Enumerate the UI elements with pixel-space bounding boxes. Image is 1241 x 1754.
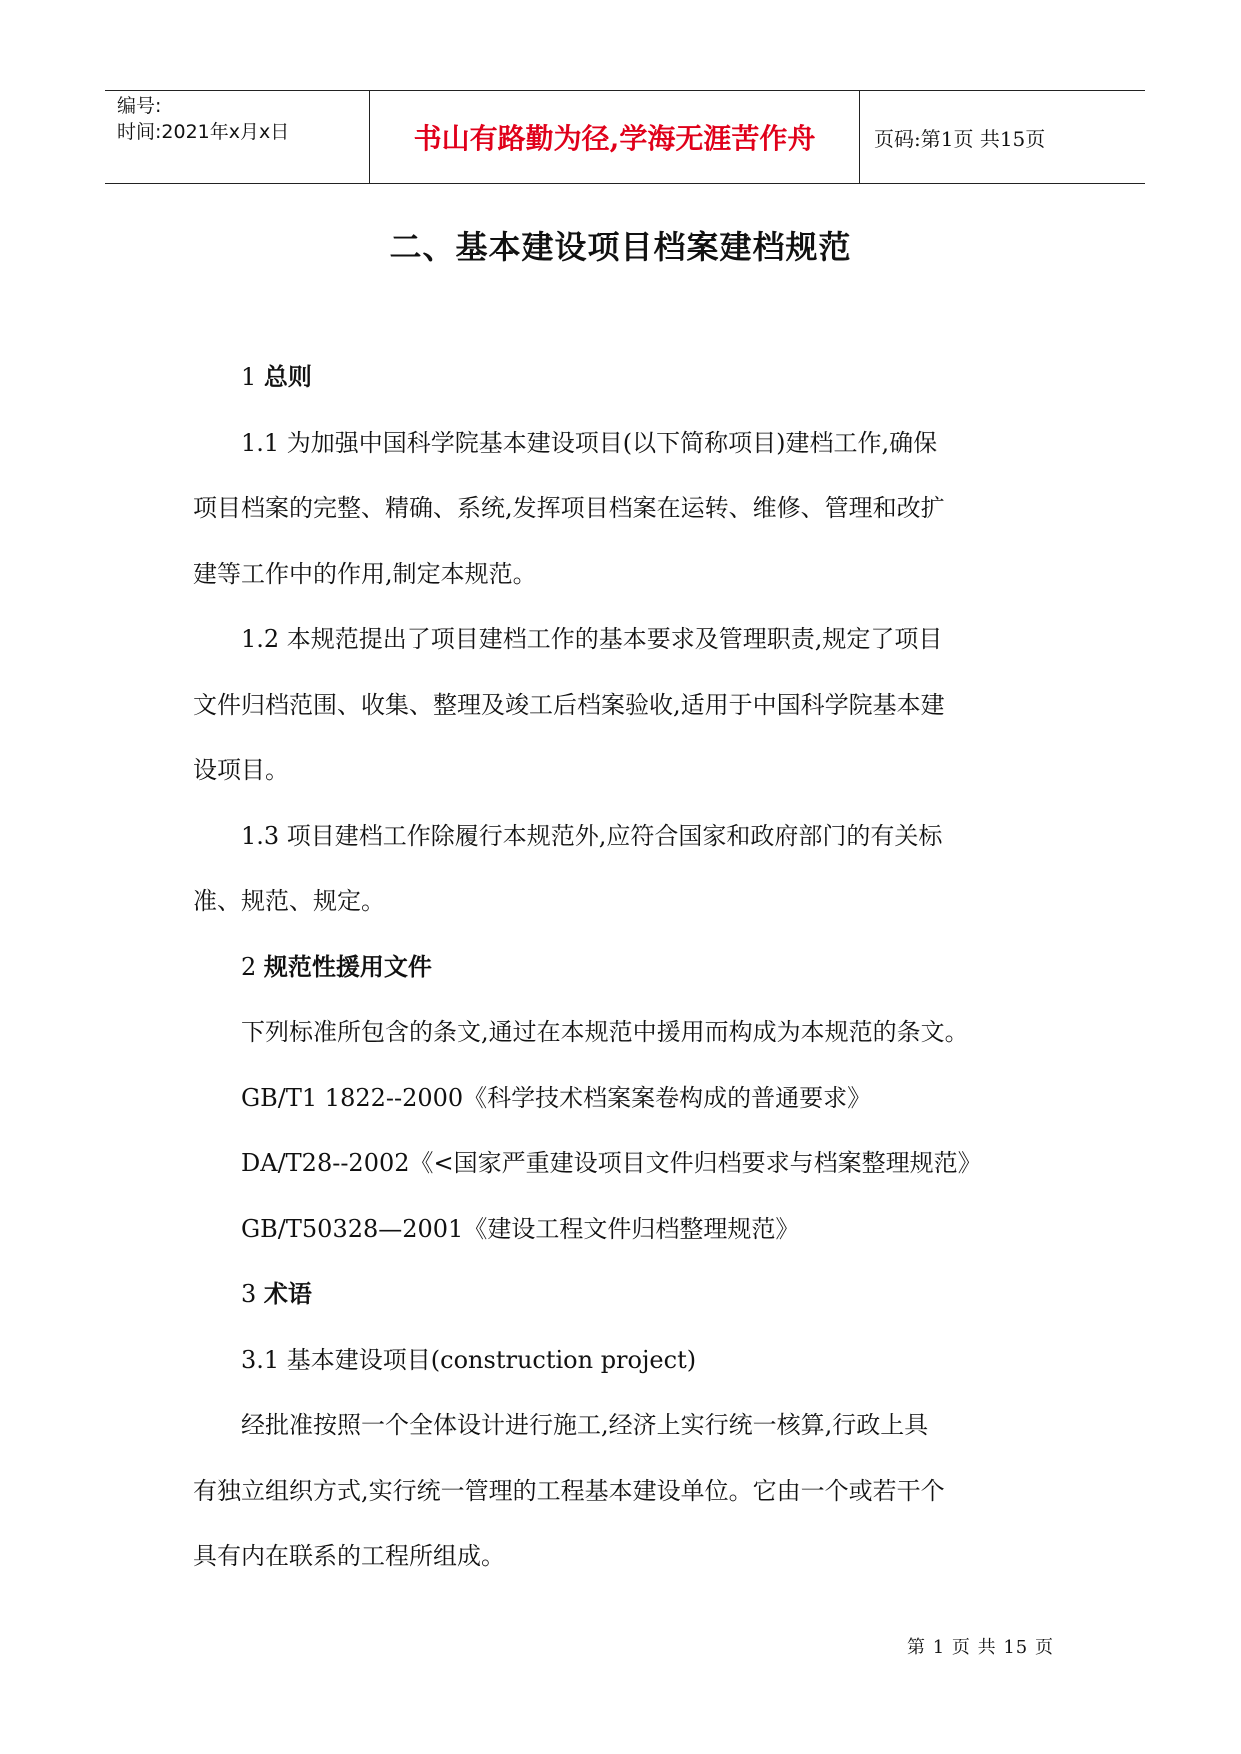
section-title: 规范性援用文件 xyxy=(263,952,432,981)
reference-item: GB/T50328—2001《建设工程文件归档整理规范》 xyxy=(241,1214,800,1243)
section-title: 总则 xyxy=(263,363,312,391)
paragraph-line: 1.2 本规范提出了项目建档工作的基本要求及管理职责,规定了项目 xyxy=(241,625,943,653)
page-info-text: 页码:第1页 共15页 xyxy=(874,126,1046,151)
header-page-info xyxy=(860,91,1145,183)
paragraph-line: 准、规范、规定。 xyxy=(193,887,385,915)
number-label: 编号: xyxy=(117,95,162,117)
paragraph-line: 设项目。 xyxy=(193,756,289,784)
document-title: 二、基本建设项目档案建档规范 xyxy=(389,228,852,266)
header-meta xyxy=(105,91,370,183)
paragraph-line: 1.1 为加强中国科学院基本建设项目(以下简称项目)建档工作,确保 xyxy=(241,428,938,457)
paragraph-line: 有独立组织方式,实行统一管理的工程基本建设单位。它由一个或若干个 xyxy=(193,1476,945,1505)
paragraph-line: 下列标准所包含的条文,通过在本规范中援用而构成为本规范的条文。 xyxy=(241,1018,969,1046)
paragraph-line: 文件归档范围、收集、整理及竣工后档案验收,适用于中国科学院基本建 xyxy=(193,690,945,719)
time-label: 时间:2021年x月x日 xyxy=(117,121,290,143)
section-heading-2 xyxy=(193,935,1059,1001)
page-footer: 第 1 页 共 15 页 xyxy=(907,1637,1054,1658)
section-heading-1 xyxy=(193,345,1059,411)
paragraph-line: 具有内在联系的工程所组成。 xyxy=(193,1542,505,1570)
page-header xyxy=(105,90,1145,184)
section-number: 1 xyxy=(241,363,257,391)
motto-text: 书山有路勤为径,学海无涯苦作舟 xyxy=(413,122,816,155)
paragraph-line: 项目档案的完整、精确、系统,发挥项目档案在运转、维修、管理和改扩 xyxy=(193,494,945,522)
paragraph-line: 建等工作中的作用,制定本规范。 xyxy=(193,559,537,588)
reference-item: GB/T1 1822--2000《科学技术档案案卷构成的普通要求》 xyxy=(241,1083,872,1112)
section-title: 术语 xyxy=(263,1280,312,1308)
reference-item: DA/T28--2002《<国家严重建设项目文件归档要求与档案整理规范》 xyxy=(241,1149,982,1177)
section-number: 3 xyxy=(241,1280,257,1308)
section-number: 2 xyxy=(241,952,257,981)
paragraph-line: 经批准按照一个全体设计进行施工,经济上实行统一核算,行政上具 xyxy=(241,1411,929,1439)
header-motto xyxy=(370,91,860,183)
section-heading-3 xyxy=(193,1262,1059,1328)
paragraph-line: 1.3 项目建档工作除履行本规范外,应符合国家和政府部门的有关标 xyxy=(241,821,943,850)
subsection-title: 3.1 基本建设项目(construction project) xyxy=(241,1345,697,1374)
document-body xyxy=(193,345,1059,1590)
